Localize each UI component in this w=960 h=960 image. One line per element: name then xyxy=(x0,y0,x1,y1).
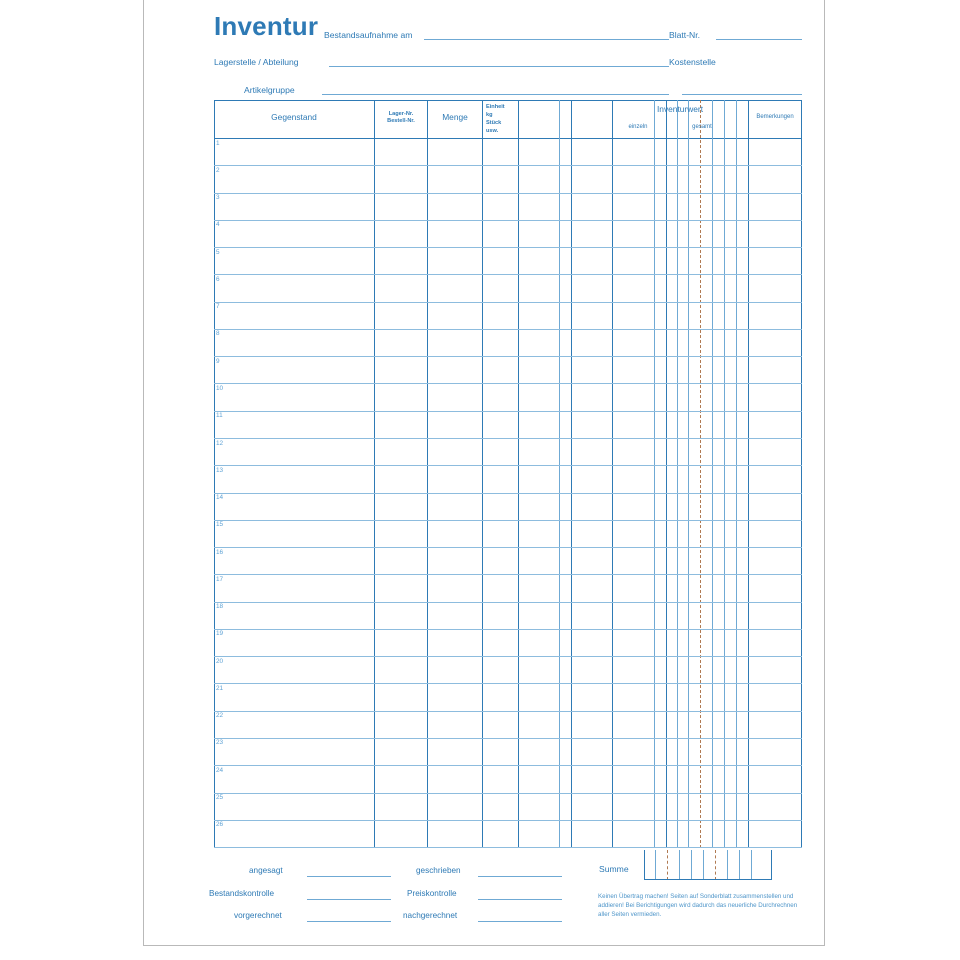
colhdr-einheit-stueck: Stück xyxy=(486,120,502,126)
row-divider xyxy=(214,683,802,684)
row-divider xyxy=(214,465,802,466)
label-blatt-nr: Blatt-Nr. xyxy=(669,30,701,40)
row-number: 1 xyxy=(216,139,220,147)
label-geschrieben: geschrieben xyxy=(416,866,461,875)
row-divider xyxy=(214,820,802,821)
colhdr-einzeln: einzeln xyxy=(628,124,648,130)
row-divider xyxy=(214,274,802,275)
summe-rule-e xyxy=(727,850,728,880)
col-rule-spalte6 xyxy=(612,100,613,848)
row-divider xyxy=(214,329,802,330)
row-divider xyxy=(214,493,802,494)
footer-note: Keinen Übertrag machen! Seiten auf Sonderblatt zusammenstellen und addieren! Bei Berichtigungen wird dadurch das neuerliche Durchrechnen aller Seiten vermieden. xyxy=(598,893,798,918)
summe-rule-decimal-2 xyxy=(715,850,716,880)
colhdr-menge: Menge xyxy=(442,112,468,122)
field-kostenstelle[interactable] xyxy=(682,94,802,95)
table-header-divider xyxy=(214,138,802,139)
row-divider xyxy=(214,793,802,794)
summe-rule-right xyxy=(771,850,772,880)
field-bestandskontrolle[interactable] xyxy=(307,899,391,900)
form-header xyxy=(144,0,826,102)
row-number: 19 xyxy=(216,630,224,638)
row-divider xyxy=(214,302,802,303)
label-kostenstelle: Kostenstelle xyxy=(669,57,716,67)
row-divider xyxy=(214,574,802,575)
row-number: 18 xyxy=(216,603,224,611)
label-preiskontrolle: Preiskontrolle xyxy=(407,889,457,898)
row-number: 10 xyxy=(216,384,224,392)
label-angesagt: angesagt xyxy=(249,866,283,875)
summe-rule-f xyxy=(739,850,740,880)
colhdr-bemerkungen: Bemerkungen xyxy=(756,114,794,120)
row-divider xyxy=(214,629,802,630)
row-number: 26 xyxy=(216,821,224,829)
row-number: 4 xyxy=(216,221,220,229)
col-rule-einzeln-c xyxy=(677,100,678,848)
summe-bottom-border xyxy=(644,879,772,880)
form-sheet xyxy=(143,0,825,946)
row-divider xyxy=(214,193,802,194)
col-rule-lagernr xyxy=(427,100,428,848)
col-rule-gesamt-decimal xyxy=(700,100,701,848)
row-number: 21 xyxy=(216,684,224,692)
row-number: 15 xyxy=(216,521,224,529)
field-lagerstelle[interactable] xyxy=(329,66,669,67)
col-rule-menge xyxy=(482,100,483,848)
row-number: 20 xyxy=(216,657,224,665)
field-preiskontrolle[interactable] xyxy=(478,899,562,900)
row-number: 17 xyxy=(216,575,224,583)
row-number: 2 xyxy=(216,166,220,174)
row-divider xyxy=(214,738,802,739)
col-rule-right xyxy=(801,100,802,848)
row-number: 24 xyxy=(216,766,224,774)
page-title: Inventur xyxy=(214,11,319,41)
label-summe: Summe xyxy=(599,864,629,874)
row-number: 25 xyxy=(216,794,224,801)
label-bestandsaufnahme: Bestandsaufnahme am xyxy=(324,30,413,40)
row-divider xyxy=(214,520,802,521)
row-divider xyxy=(214,247,802,248)
row-divider xyxy=(214,656,802,657)
summe-total-box[interactable] xyxy=(644,850,772,880)
colhdr-einheit-usw: usw. xyxy=(486,128,499,134)
col-rule-gesamt-e xyxy=(748,100,749,848)
col-rule-gesamt-d xyxy=(736,100,737,848)
label-artikelgruppe: Artikelgruppe xyxy=(244,85,295,95)
row-number: 23 xyxy=(216,739,224,747)
row-number: 13 xyxy=(216,466,224,474)
summe-rule-c xyxy=(691,850,692,880)
row-divider xyxy=(214,438,802,439)
row-divider xyxy=(214,411,802,412)
row-divider xyxy=(214,165,802,166)
col-rule-einheit xyxy=(518,100,519,848)
row-number: 8 xyxy=(216,330,220,338)
field-artikelgruppe[interactable] xyxy=(322,94,669,95)
row-number: 9 xyxy=(216,357,220,365)
row-number: 14 xyxy=(216,494,224,501)
col-rule-einzeln-a xyxy=(654,100,655,848)
row-divider xyxy=(214,356,802,357)
summe-rule-decimal-1 xyxy=(667,850,668,880)
label-nachgerechnet: nachgerechnet xyxy=(403,911,458,920)
col-rule-gegenstand xyxy=(374,100,375,848)
row-divider xyxy=(214,383,802,384)
row-divider xyxy=(214,765,802,766)
label-bestandskontrolle: Bestandskontrolle xyxy=(209,889,275,898)
table-top-border xyxy=(214,100,802,101)
colhdr-inventurwert: Inventurwert xyxy=(656,104,704,114)
row-divider xyxy=(214,602,802,603)
summe-rule-d xyxy=(703,850,704,880)
label-vorgerechnet: vorgerechnet xyxy=(234,911,282,920)
colhdr-gegenstand: Gegenstand xyxy=(271,112,317,122)
row-number: 7 xyxy=(216,303,220,311)
row-divider xyxy=(214,547,802,548)
colhdr-einheit: Einheit xyxy=(486,104,505,110)
row-number: 3 xyxy=(216,194,220,201)
col-rule-gesamt-a xyxy=(688,100,689,848)
row-number: 12 xyxy=(216,439,224,447)
row-divider xyxy=(214,220,802,221)
col-rule-gesamt-b xyxy=(712,100,713,848)
colhdr-lager-nr: Lager-Nr. xyxy=(388,111,414,117)
field-bestandsaufnahme[interactable] xyxy=(424,39,669,40)
row-number: 11 xyxy=(216,412,223,420)
colhdr-gesamt: gesamt xyxy=(692,124,712,130)
field-blatt-nr[interactable] xyxy=(716,39,802,40)
col-rule-sub-a xyxy=(559,100,560,848)
row-number: 22 xyxy=(216,712,224,720)
field-vorgerechnet[interactable] xyxy=(307,921,391,922)
col-rule-gesamt-c xyxy=(724,100,725,848)
row-number: 6 xyxy=(216,275,220,283)
inventurwert-inner-divider xyxy=(666,118,667,138)
row-number: 16 xyxy=(216,548,224,556)
col-rule-spalte5 xyxy=(571,100,572,848)
row-divider xyxy=(214,847,802,848)
summe-rule-a xyxy=(655,850,656,880)
col-rule-left xyxy=(214,100,215,848)
summe-rule-g xyxy=(751,850,752,880)
summe-rule-b xyxy=(679,850,680,880)
field-geschrieben[interactable] xyxy=(478,876,562,877)
field-angesagt[interactable] xyxy=(307,876,391,877)
row-divider xyxy=(214,711,802,712)
field-nachgerechnet[interactable] xyxy=(478,921,562,922)
summe-rule-left xyxy=(644,850,645,880)
row-number: 5 xyxy=(216,248,220,256)
colhdr-bestell-nr: Bestell-Nr. xyxy=(387,118,415,124)
colhdr-einheit-kg: kg xyxy=(486,112,493,118)
label-lagerstelle: Lagerstelle / Abteilung xyxy=(214,57,299,67)
col-rule-einzeln-b xyxy=(666,100,667,848)
inventory-table xyxy=(214,100,802,848)
